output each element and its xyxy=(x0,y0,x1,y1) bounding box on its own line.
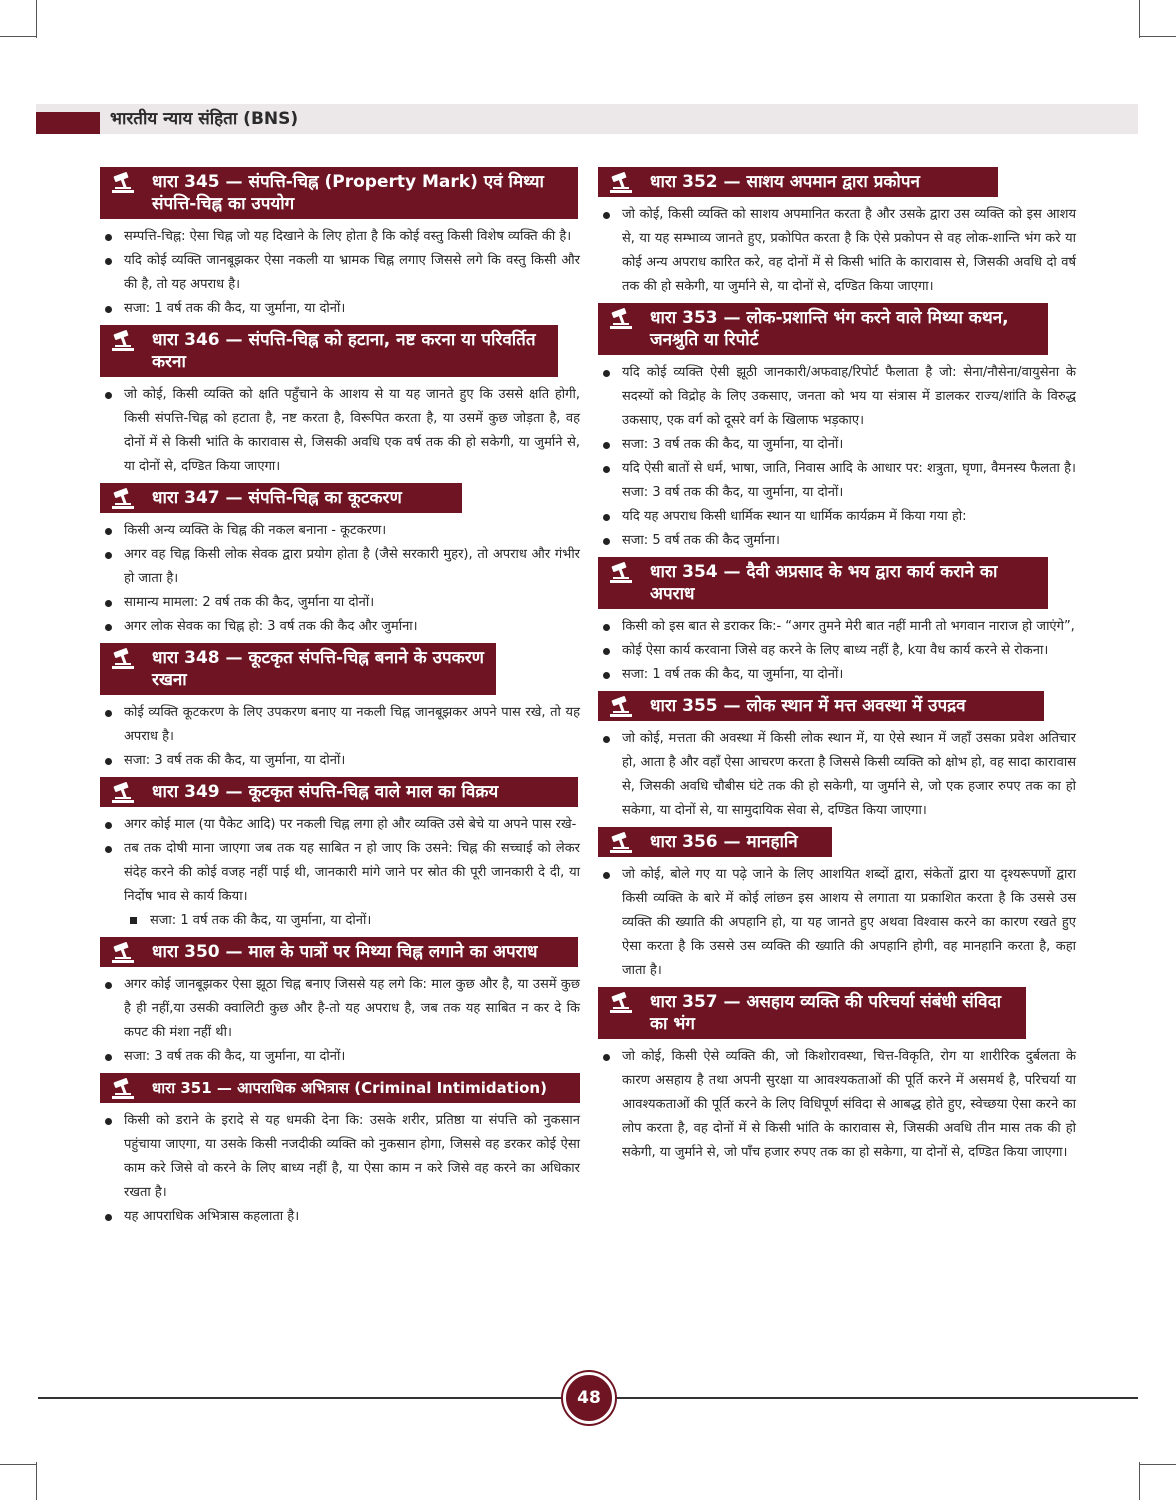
list-item: कोई व्यक्ति कूटकरण के लिए उपकरण बनाए या नकली चिह्न जानबूझकर अपने पास रखे, तो यह अपराध है। xyxy=(100,701,580,749)
crop-mark xyxy=(0,1464,36,1465)
crop-mark xyxy=(1140,1464,1176,1465)
crop-mark xyxy=(1139,1462,1140,1500)
section-351 xyxy=(100,1073,580,1229)
list-item: सजा: 3 वर्ष तक की कैद, या जुर्माना, या दोनों। xyxy=(598,433,1076,457)
section-title-text: धारा 351 — आपराधिक अभित्रास (Criminal Intimidation) xyxy=(152,1079,547,1097)
list-item: सजा: 3 वर्ष तक की कैद, या जुर्माना, या दोनों। xyxy=(100,749,580,773)
crop-mark xyxy=(1139,0,1140,38)
section-title xyxy=(598,557,1048,609)
page-number: 48 xyxy=(563,1372,615,1424)
section-title-text: धारा 349 — कूटकृत संपत्ति-चिह्न वाले माल का विक्रय xyxy=(152,782,499,802)
gavel-icon xyxy=(110,488,144,512)
section-title xyxy=(100,325,558,377)
section-353 xyxy=(598,303,1076,553)
list-item: सामान्य मामला: 2 वर्ष तक की कैद, जुर्माना या दोनों। xyxy=(100,591,580,615)
list-item: जो कोई, किसी ऐसे व्यक्ति की, जो किशोरावस्था, चित्त-विकृति, रोग या शारीरिक दुर्बलता के कारण असहाय है तथा अपनी सुरक्षा या आवश्यकताओं की पूर्ति करने में असमर्थ है, परिचर्या या आवश्यकताओं की पूर्ति करने के लिए विधिपूर्ण संविदा से आबद्ध होते हुए, स्वेच्छया ऐसा करने का लोप करता है, वह दोनों में से किसी भांति के कारावास से, जिसकी अवधि तीन मास तक की हो सकेगी, या जुर्माने से, जो पाँच हजार रुपए तक का हो सकेगा, या दोनों से, दण्डित किया जाएगा। xyxy=(598,1045,1076,1165)
list-item: किसी को डराने के इरादे से यह धमकी देना कि: उसके शरीर, प्रतिष्ठा या संपत्ति को नुकसान पहुंचाया जाएगा, या उसके किसी नजदीकी व्यक्ति को नुकसान होगा, जिससे वह डरकर कोई ऐसा काम करे जिसे वो करने के लिए बाध्य नहीं है, या ऐसा काम न करे जिसे वह करने का अधिकार रखता है। xyxy=(100,1109,580,1205)
section-356 xyxy=(598,827,1076,983)
list-item: यदि यह अपराध किसी धार्मिक स्थान या धार्मिक कार्यक्रम में किया गया हो: xyxy=(598,505,1076,529)
list-item: अगर कोई जानबूझकर ऐसा झूठा चिह्न बनाए जिससे यह लगे कि: माल कुछ और है, या उसमें कुछ है ही नहीं,या उसकी क्वालिटी कुछ और है-तो यह अपराध है, जब तक यह साबित न कर दे कि कपट की मंशा नहीं थी। xyxy=(100,973,580,1045)
list-item: अगर कोई माल (या पैकेट आदि) पर नकली चिह्न लगा हो और व्यक्ति उसे बेचे या अपने पास रखे- xyxy=(100,813,580,837)
section-title xyxy=(100,937,578,967)
section-350 xyxy=(100,937,580,1069)
list-item: अगर वह चिह्न किसी लोक सेवक द्वारा प्रयोग होता है (जैसे सरकारी मुहर), तो अपराध और गंभीर हो जाता है। xyxy=(100,543,580,591)
section-title xyxy=(598,691,1044,721)
list-item: जो कोई, मत्तता की अवस्था में किसी लोक स्थान में, या ऐसे स्थान में जहाँ उसका प्रवेश अतिचार हो, आता है और वहाँ ऐसा आचरण करता है जिससे किसी व्यक्ति को क्षोभ हो, वह सादा कारावास से, जिसकी अवधि चौबीस घंटे तक की हो सकेगी, या जुर्माने से, जो एक हजार रुपए तक का हो सकेगा, या दोनों से, या सामुदायिक सेवा से, दण्डित किया जाएगा। xyxy=(598,727,1076,823)
list-item: यदि कोई व्यक्ति ऐसी झूठी जानकारी/अफवाह/रिपोर्ट फैलाता है जो: सेना/नौसेना/वायुसेना के सदस्यों को विद्रोह के लिए उकसाए, जनता को भय या संत्रास में डालकर राज्य/शांति के विरुद्ध उकसाए, एक वर्ग को दूसरे वर्ग के खिलाफ भड़काए। xyxy=(598,361,1076,433)
footer-rule-right xyxy=(610,1397,1138,1399)
section-title xyxy=(100,1073,580,1103)
section-title xyxy=(100,777,578,807)
section-title-text: धारा 350 — माल के पात्रों पर मिथ्या चिह्न लगाने का अपराध xyxy=(152,942,538,962)
section-355 xyxy=(598,691,1076,823)
running-header-accent xyxy=(36,112,100,134)
gavel-icon xyxy=(110,1078,144,1102)
list-item: अगर लोक सेवक का चिह्न हो: 3 वर्ष तक की कैद और जुर्माना। xyxy=(100,615,580,639)
list-item: यह आपराधिक अभित्रास कहलाता है। xyxy=(100,1205,580,1229)
crop-mark xyxy=(1140,36,1176,37)
list-item: जो कोई, किसी व्यक्ति को क्षति पहुँचाने के आशय से या यह जानते हुए कि उससे क्षति होगी, किसी संपत्ति-चिह्न को हटाता है, नष्ट करता है, विरूपित करता है, या उसमें कुछ जोड़ता है, वह दोनों में से किसी भांति के कारावास से, जिसकी अवधि एक वर्ष तक की हो सकेगी, या जुर्माने से, या दोनों से, दण्डित किया जाएगा। xyxy=(100,383,580,479)
list-item: सजा: 5 वर्ष तक की कैद जुर्माना। xyxy=(598,529,1076,553)
gavel-icon xyxy=(608,696,642,720)
list-item: सजा: 1 वर्ष तक की कैद, या जुर्माना, या दोनों। xyxy=(100,297,580,321)
section-title xyxy=(598,827,832,857)
section-title-text: धारा 347 — संपत्ति-चिह्न का कूटकरण xyxy=(152,488,402,508)
gavel-icon xyxy=(608,992,642,1016)
section-title xyxy=(598,987,1026,1039)
section-346 xyxy=(100,325,580,479)
gavel-icon xyxy=(110,942,144,966)
section-title-text: धारा 346 — संपत्ति-चिह्न को हटाना, नष्ट करना या परिवर्तित करना xyxy=(152,330,536,372)
section-349 xyxy=(100,777,580,933)
list-item: किसी अन्य व्यक्ति के चिह्न की नकल बनाना - कूटकरण। xyxy=(100,519,580,543)
list-item: यदि ऐसी बातों से धर्म, भाषा, जाति, निवास आदि के आधार पर: शत्रुता, घृणा, वैमनस्य फैलता है। सजा: 3 वर्ष तक की कैद, या जुर्माना, या दोनों। xyxy=(598,457,1076,505)
section-title-text: धारा 354 — दैवी अप्रसाद के भय द्वारा कार्य कराने का अपराध xyxy=(650,562,998,604)
section-357 xyxy=(598,987,1076,1165)
section-title xyxy=(598,167,998,197)
section-354 xyxy=(598,557,1076,687)
gavel-icon xyxy=(110,330,144,354)
crop-mark xyxy=(36,0,37,38)
list-item: जो कोई, किसी व्यक्ति को साशय अपमानित करता है और उसके द्वारा उस व्यक्ति को इस आशय से, या यह सम्भाव्य जानते हुए, प्रकोपित करता है कि ऐसे प्रकोपन से वह लोक-शान्ति भंग करे या कोई अन्य अपराध कारित करे, वह दोनों में से किसी भांति के कारावास से, जिसकी अवधि दो वर्ष तक की हो सकेगी, या जुर्माने से, या दोनों से, दण्डित किया जाएगा। xyxy=(598,203,1076,299)
list-item: तब तक दोषी माना जाएगा जब तक यह साबित न हो जाए कि उसने: चिह्न की सच्चाई को लेकर संदेह करने की कोई वजह नहीं पाई थी, जानकारी मांगे जाने पर स्रोत की पूरी जानकारी दे दी, या निर्दोष भाव से कार्य किया। xyxy=(100,837,580,909)
list-item: किसी को इस बात से डराकर कि:- “अगर तुमने मेरी बात नहीं मानी तो भगवान नाराज हो जाएंगे”, xyxy=(598,615,1076,639)
crop-mark xyxy=(36,1462,37,1500)
list-item: जो कोई, बोले गए या पढ़े जाने के लिए आशयित शब्दों द्वारा, संकेतों द्वारा या दृश्यरूपणों द्वारा किसी व्यक्ति के बारे में कोई लांछन इस आशय से लगाता या प्रकाशित करता है कि उससे उस व्यक्ति की ख्याति की अपहानि हो, या यह जानते हुए अथवा विश्वास करने का कारण रखते हुए ऐसा करता है कि उससे उस व्यक्ति की ख्याति की अपहानि होगी, वह मानहानि करता है, कहा जाता है। xyxy=(598,863,1076,983)
section-title xyxy=(598,303,1048,355)
section-title xyxy=(100,483,462,513)
section-title-text: धारा 348 — कूटकृत संपत्ति-चिह्न बनाने के उपकरण रखना xyxy=(152,648,484,690)
list-sub-item: सजा: 1 वर्ष तक की कैद, या जुर्माना, या दोनों। xyxy=(100,909,580,933)
footer-rule-left xyxy=(38,1397,564,1399)
list-item: सजा: 3 वर्ष तक की कैद, या जुर्माना, या दोनों। xyxy=(100,1045,580,1069)
section-352 xyxy=(598,167,1076,299)
gavel-icon xyxy=(608,832,642,856)
list-item: कोई ऐसा कार्य करवाना जिसे वह करने के लिए बाध्य नहीं है, kया वैध कार्य करने से रोकना। xyxy=(598,639,1076,663)
gavel-icon xyxy=(110,172,144,196)
section-title-text: धारा 355 — लोक स्थान में मत्त अवस्था में उपद्रव xyxy=(650,696,966,716)
gavel-icon xyxy=(110,782,144,806)
gavel-icon xyxy=(608,172,642,196)
section-title-text: धारा 353 — लोक-प्रशान्ति भंग करने वाले मिथ्या कथन, जनश्रुति या रिपोर्ट xyxy=(650,308,1009,350)
section-347 xyxy=(100,483,580,639)
list-item: सजा: 1 वर्ष तक की कैद, या जुर्माना, या दोनों। xyxy=(598,663,1076,687)
right-column xyxy=(598,167,1076,1169)
section-title xyxy=(100,167,578,219)
gavel-icon xyxy=(608,308,642,332)
section-title-text: धारा 356 — मानहानि xyxy=(650,832,798,852)
list-item: यदि कोई व्यक्ति जानबूझकर ऐसा नकली या भ्रामक चिह्न लगाए जिससे लगे कि वस्तु किसी और की है, तो यह अपराध है। xyxy=(100,249,580,297)
section-345 xyxy=(100,167,580,321)
gavel-icon xyxy=(110,648,144,672)
gavel-icon xyxy=(608,562,642,586)
list-item: सम्पत्ति-चिह्न: ऐसा चिह्न जो यह दिखाने के लिए होता है कि कोई वस्तु किसी विशेष व्यक्ति की है। xyxy=(100,225,580,249)
crop-mark xyxy=(0,36,36,37)
section-title-text: धारा 345 — संपत्ति-चिह्न (Property Mark) एवं मिथ्या संपत्ति-चिह्न का उपयोग xyxy=(152,172,544,214)
section-348 xyxy=(100,643,580,773)
section-title xyxy=(100,643,496,695)
left-column xyxy=(100,167,580,1233)
section-title-text: धारा 357 — असहाय व्यक्ति की परिचर्या संबंधी संविदा का भंग xyxy=(650,992,1002,1034)
section-title-text: धारा 352 — साशय अपमान द्वारा प्रकोपन xyxy=(650,172,920,192)
running-header-title: भारतीय न्याय संहिता (BNS) xyxy=(110,109,299,129)
